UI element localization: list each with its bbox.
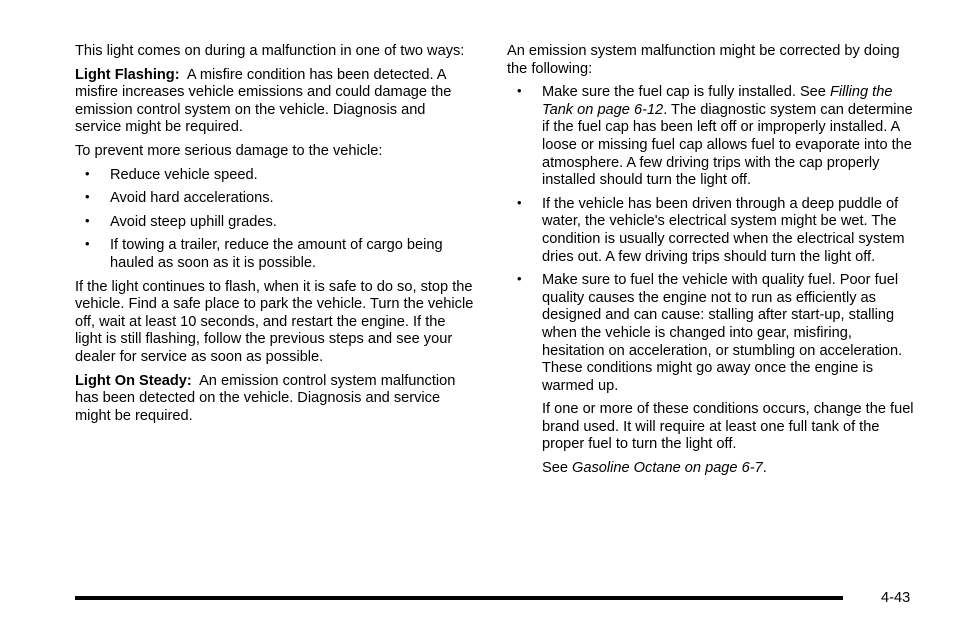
- list-item: • Avoid hard accelerations.: [85, 189, 274, 207]
- continue-flashing-paragraph: If the light continues to flash, when it is safe to do so, stop the vehicle. Find a safe place to park the vehicle. Turn the vehicle off, wait at least 10 seconds, and restart the engine. If the light is still flashing, follow the previous steps and see your dealer for service as soon as possible.: [75, 278, 474, 365]
- light-steady-paragraph: [75, 373, 475, 426]
- light-flashing-text: A misfire condition has been detected. A misfire increases vehicle emissions and could damage the emission control system on the vehicle. Diagnosis and service might be required.: [75, 66, 452, 136]
- list-item: • Avoid steep uphill grades.: [85, 212, 277, 230]
- correction-list: [507, 84, 917, 395]
- cross-reference-link[interactable]: Gasoline Octane on page 6-7: [572, 460, 763, 477]
- bullet-icon: •: [85, 212, 90, 228]
- bullet-icon: •: [517, 83, 522, 99]
- list-item-water: • If the vehicle has been driven through a deep puddle of water, the vehicle's electrical system might be wet. The condition is usually corrected when the electrical system dries out. A few driving trips should turn the light off.: [517, 194, 905, 265]
- page-number: 4-43: [881, 590, 911, 606]
- light-steady-text: An emission control system malfunction has been detected on the vehicle. Diagnosis and service might be required.: [75, 372, 456, 424]
- bullet-icon: •: [85, 236, 90, 252]
- light-steady-heading: Light On Steady:: [75, 372, 192, 389]
- light-flashing-paragraph: [75, 67, 475, 137]
- prevent-damage-paragraph: To prevent more serious damage to the vehicle:: [75, 142, 383, 159]
- change-fuel-paragraph: If one or more of these conditions occurs, change the fuel brand used. It will require at least one full tank of the proper fuel to turn the light off.: [542, 401, 914, 453]
- bullet-icon: •: [517, 271, 522, 287]
- left-column: [75, 43, 475, 431]
- list-item-fuel-quality: • Make sure to fuel the vehicle with quality fuel. Poor fuel quality causes the engine not to run as efficiently as designed and can cause: stalling after start-up, stalling when the vehicle is changed into gear, misfiring, hesitation on acceleration, or stumbling on acceleration. These conditions might go away once the engine is warmed up.: [517, 271, 903, 394]
- list-item: • Reduce vehicle speed.: [85, 165, 258, 183]
- footer-rule: [75, 596, 843, 600]
- bullet-icon: •: [85, 189, 90, 205]
- bullet-icon: •: [85, 165, 90, 181]
- list-item: • If towing a trailer, reduce the amount of cargo being hauled as soon as it is possible.: [85, 236, 443, 271]
- bullet-icon: •: [517, 194, 522, 210]
- see-also-paragraph: See Gasoline Octane on page 6-7.: [542, 460, 767, 477]
- list-item-fuel-cap: • Make sure the fuel cap is fully installed. See Filling the Tank on page 6-12. The diagnostic system can determine if the fuel cap has been left off or improperly installed. A loose or missing fuel cap allows fuel to evaporate into the atmosphere. A few driving trips with the cap properly installed should turn the light off.: [517, 83, 913, 189]
- cross-reference-link[interactable]: Filling the Tank on page 6-12: [542, 84, 893, 118]
- right-column: [507, 43, 917, 484]
- intro-paragraph: This light comes on during a malfunction in one of two ways:: [75, 43, 465, 59]
- correction-intro-paragraph: An emission system malfunction might be corrected by doing the following:: [507, 43, 900, 77]
- prevent-damage-list: [75, 167, 475, 273]
- light-flashing-heading: Light Flashing:: [75, 66, 180, 83]
